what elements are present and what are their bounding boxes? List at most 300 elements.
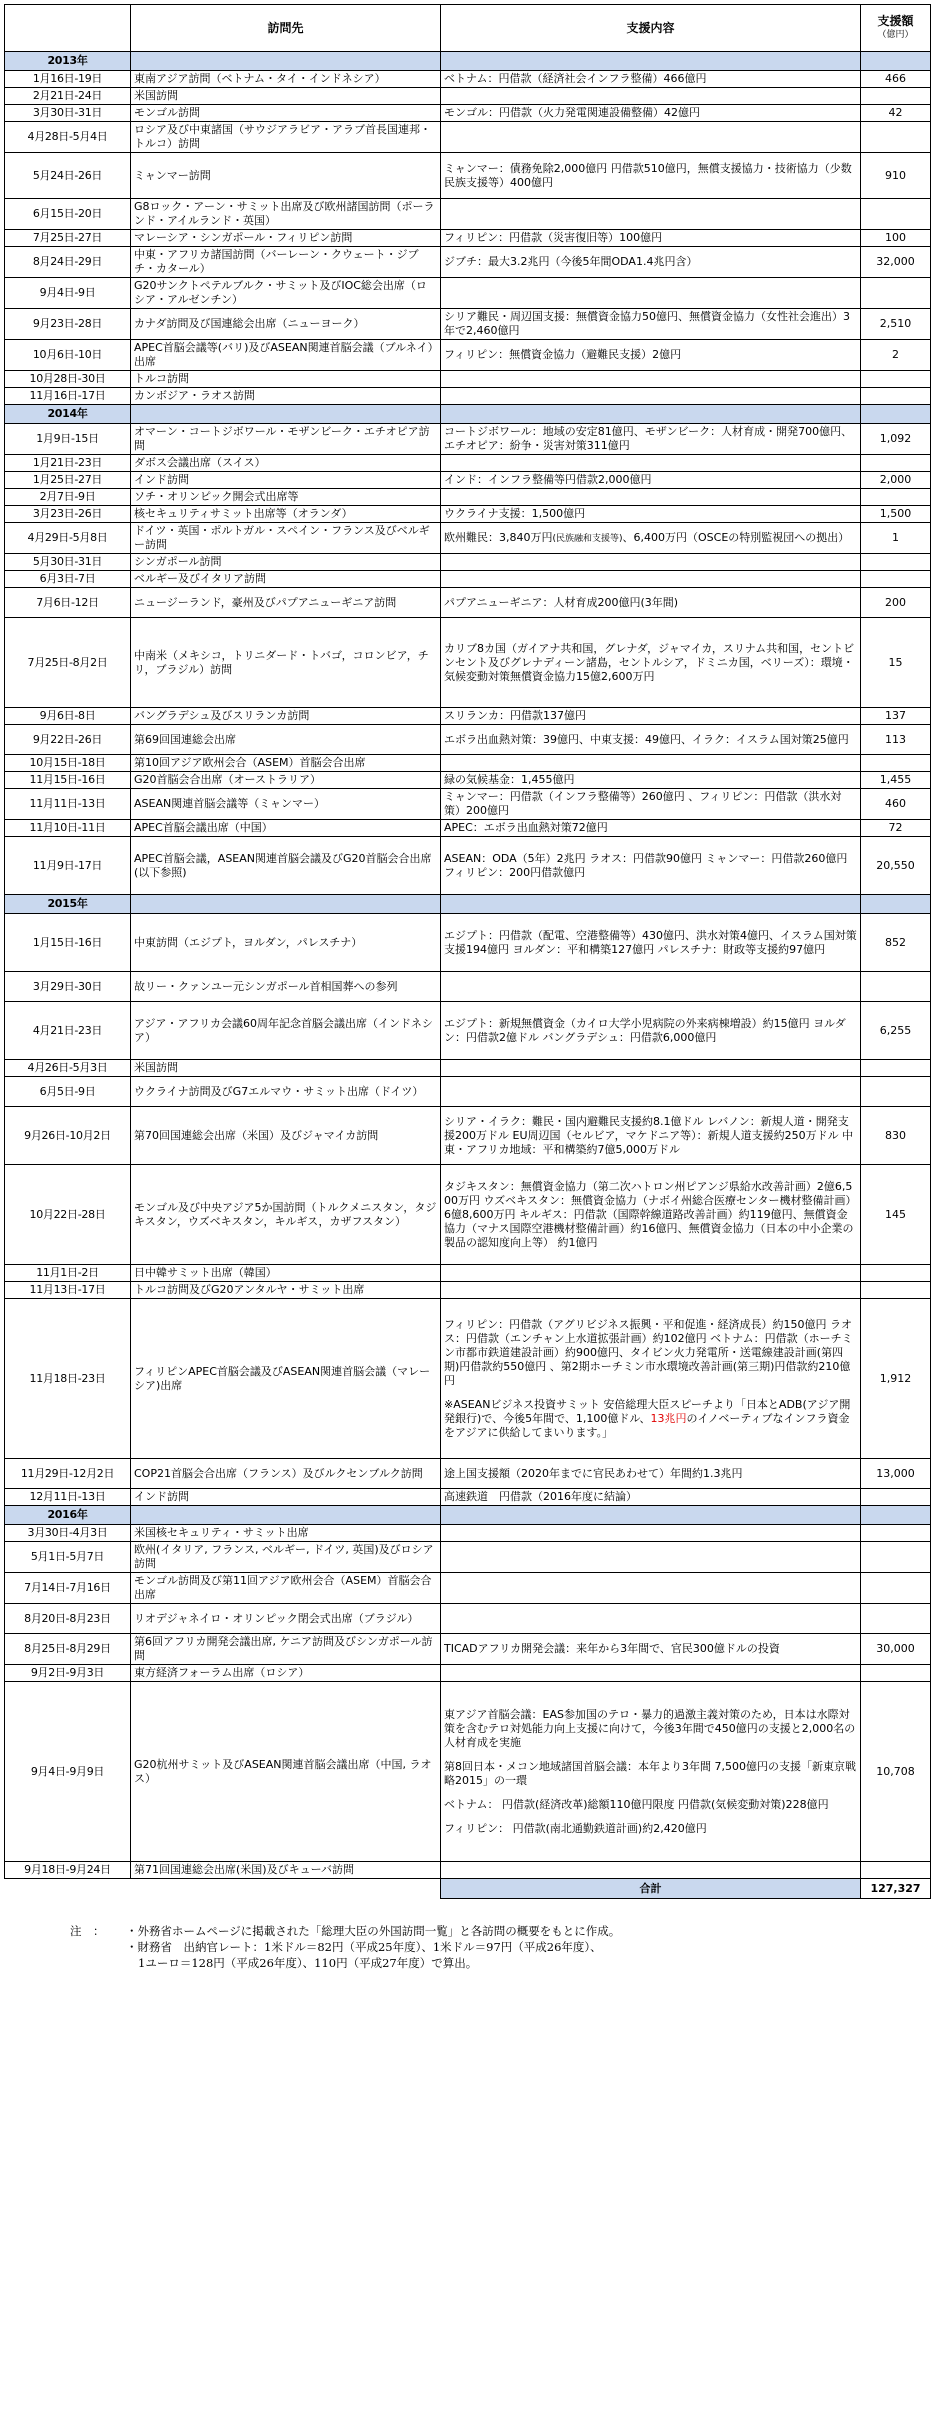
visit-date: 10月6日-10日 <box>5 340 131 371</box>
support-paragraph: 第8回日本・メコン地域諸国首脳会議：本年より3年間 7,500億円の支援「新東京戦略2015」の一環 <box>444 1759 856 1787</box>
support-content: インド：インフラ整備等円借款2,000億円 <box>441 472 861 489</box>
visit-destination: リオデジャネイロ・オリンピック閉会式出席（ブラジル） <box>131 1604 441 1634</box>
support-text: ※ASEANビジネス投資サミット 安倍総理大臣スピーチより「日本とADB(アジア開発銀行)で、今後5年間で、1,100億ドル、 <box>444 1397 851 1425</box>
support-amount: 100 <box>861 230 931 247</box>
visit-date: 11月10日-11日 <box>5 820 131 837</box>
year-row <box>5 895 931 914</box>
visit-date: 6月15日-20日 <box>5 199 131 230</box>
support-content <box>441 1573 861 1604</box>
support-content <box>441 88 861 105</box>
table-row <box>5 618 931 708</box>
support-content <box>441 388 861 405</box>
visit-date: 8月20日-8月23日 <box>5 1604 131 1634</box>
table-row <box>5 153 931 199</box>
table-row <box>5 755 931 772</box>
support-amount: 15 <box>861 618 931 708</box>
table-row <box>5 247 931 278</box>
support-paragraph: 東アジア首脳会議：EAS参加国のテロ・暴力的過激主義対策のため，日本は水際対策を含むテロ対処能力向上支援に向けて，今後3年間で450億円の支援と2,000名の人材育成を実施 <box>444 1707 856 1749</box>
support-content <box>441 755 861 772</box>
header-amount-unit: （億円） <box>877 30 914 40</box>
support-amount <box>861 972 931 1002</box>
table-row <box>5 1459 931 1489</box>
visit-destination: G20サンクトペテルブルク・サミット及びIOC総会出席（ロシア・アルゼンチン） <box>131 278 441 309</box>
visit-destination: ニュージーランド，豪州及びパプアニューギニア訪問 <box>131 588 441 618</box>
support-content: スリランカ：円借款137億円 <box>441 708 861 725</box>
support-amount: 137 <box>861 708 931 725</box>
support-amount <box>861 489 931 506</box>
visit-date: 1月15日-16日 <box>5 914 131 972</box>
support-amount <box>861 388 931 405</box>
footnote-text-2: ・財務省 出納官レート：1米ドル＝82円（平成25年度）、1米ドル＝97円（平成26年度）、 <box>126 1940 602 1954</box>
support-content: ミャンマー：債務免除2,000億円 円借款510億円，無償支援協力・技術協力（少数民族支援等）400億円 <box>441 153 861 199</box>
total-amount: 127,327 <box>861 1879 931 1899</box>
support-amount <box>861 1573 931 1604</box>
visit-destination: 第69回国連総会出席 <box>131 725 441 755</box>
support-highlight-red: 13兆円 <box>650 1411 687 1425</box>
footnote-text-1: ・外務省ホームページに掲載された「総理大臣の外国訪問一覧」と各訪問の概要をもとに作成。 <box>126 1924 621 1938</box>
visit-date: 1月21日-23日 <box>5 455 131 472</box>
visit-destination: APEC首脳会議等(バリ)及びASEAN関連首脳会議（ブルネイ）出席 <box>131 340 441 371</box>
support-amount <box>861 278 931 309</box>
support-small-text: (民族融和支援等) <box>552 533 623 544</box>
support-text: のイノベーティブなインフラ資金をアジアに供給してまいります。」 <box>444 1411 850 1439</box>
footnote-line-1 <box>70 1923 935 1939</box>
visit-destination: 米国訪問 <box>131 88 441 105</box>
support-content: APEC：エボラ出血熱対策72億円 <box>441 820 861 837</box>
year-label: 2015年 <box>5 895 131 914</box>
visit-destination: シンガポール訪問 <box>131 554 441 571</box>
visit-date: 7月25日-8月2日 <box>5 618 131 708</box>
total-row <box>5 1879 931 1899</box>
support-content: フィリピン：無償資金協力（避難民支援）2億円 <box>441 340 861 371</box>
support-amount <box>861 1282 931 1299</box>
visit-support-table <box>4 4 931 1899</box>
table-row <box>5 523 931 554</box>
year-row-fill <box>441 405 861 424</box>
support-content: タジキスタン：無償資金協力（第二次ハトロン州ピアンジ県給水改善計画）2億6,500万円 ウズベキスタン：無償資金協力（ナボイ州総合医療センター機材整備計画）6億8,600万円 キルギス：円借款（国際幹線道路改善計画）約119億円、無償資金協力（マナス国際空港機材整備計画）約16億円、無償資金協力（日本の中小企業の製品の認知度向上等） 約1億円 <box>441 1165 861 1265</box>
support-content: コートジボワール：地域の安定81億円、モザンビーク：人材育成・開発700億円、エチオピア：紛争・災害対策311億円 <box>441 424 861 455</box>
visit-date: 11月18日-23日 <box>5 1299 131 1459</box>
support-amount <box>861 371 931 388</box>
visit-destination: アジア・アフリカ会議60周年記念首脳会議出席（インドネシア） <box>131 1002 441 1060</box>
support-content <box>441 1604 861 1634</box>
support-amount: 32,000 <box>861 247 931 278</box>
table-row <box>5 424 931 455</box>
visit-destination: ダボス会議出席（スイス） <box>131 455 441 472</box>
visit-date: 2月7日-9日 <box>5 489 131 506</box>
table-row <box>5 725 931 755</box>
visit-date: 5月24日-26日 <box>5 153 131 199</box>
support-amount: 42 <box>861 105 931 122</box>
table-row <box>5 122 931 153</box>
visit-destination: トルコ訪問 <box>131 371 441 388</box>
visit-destination: 米国訪問 <box>131 1060 441 1077</box>
support-content: ウクライナ支援：1,500億円 <box>441 506 861 523</box>
support-amount <box>861 1665 931 1682</box>
support-paragraph-quote <box>444 1398 857 1440</box>
support-content: ジブチ：最大3.2兆円（今後5年間ODA1.4兆円含） <box>441 247 861 278</box>
table-row <box>5 789 931 820</box>
visit-date: 4月26日-5月3日 <box>5 1060 131 1077</box>
table-row <box>5 1282 931 1299</box>
table-row <box>5 588 931 618</box>
header-row <box>5 5 931 52</box>
visit-destination: インド訪問 <box>131 1489 441 1506</box>
visit-destination: 米国核セキュリティ・サミット出席 <box>131 1525 441 1542</box>
table-row <box>5 1573 931 1604</box>
table-row <box>5 309 931 340</box>
table-row <box>5 278 931 309</box>
support-content <box>441 1525 861 1542</box>
table-row <box>5 1299 931 1459</box>
visit-date: 4月21日-23日 <box>5 1002 131 1060</box>
support-content <box>441 1265 861 1282</box>
visit-date: 5月30日-31日 <box>5 554 131 571</box>
support-amount: 10,708 <box>861 1682 931 1862</box>
visit-date: 11月11日-13日 <box>5 789 131 820</box>
support-amount <box>861 122 931 153</box>
support-content: エジプト：円借款（配電、空港整備等）430億円、洪水対策4億円、イスラム国対策支援194億円 ヨルダン：平和構築127億円 パレスチナ：財政等支援約97億円 <box>441 914 861 972</box>
total-label: 合計 <box>441 1879 861 1899</box>
visit-destination: フィリピンAPEC首脳会議及びASEAN関連首脳会議（マレーシア)出席 <box>131 1299 441 1459</box>
support-content <box>441 554 861 571</box>
footnote-text-3: 1ユーロ＝128円（平成26年度）、110円（平成27年度）で算出。 <box>138 1956 478 1970</box>
support-amount <box>861 1862 931 1879</box>
visit-date: 7月6日-12日 <box>5 588 131 618</box>
visit-destination: オマーン・コートジボワール・モザンビーク・エチオピア訪問 <box>131 424 441 455</box>
visit-destination: ソチ・オリンピック開会式出席等 <box>131 489 441 506</box>
support-amount <box>861 199 931 230</box>
visit-date: 9月23日-28日 <box>5 309 131 340</box>
table-row <box>5 708 931 725</box>
support-amount: 2 <box>861 340 931 371</box>
table-row <box>5 105 931 122</box>
support-content: 緑の気候基金：1,455億円 <box>441 772 861 789</box>
support-content <box>441 1299 861 1459</box>
visit-date: 10月22日-28日 <box>5 1165 131 1265</box>
support-content: エボラ出血熱対策：39億円、中東支援：49億円、イラク：イスラム国対策25億円 <box>441 725 861 755</box>
visit-destination: ロシア及び中東諸国（サウジアラビア・アラブ首長国連邦・トルコ）訪問 <box>131 122 441 153</box>
visit-destination: 中東・アフリカ諸国訪問（バーレーン・クウェート・ジブチ・カタール） <box>131 247 441 278</box>
visit-date: 3月30日-4月3日 <box>5 1525 131 1542</box>
support-content <box>441 455 861 472</box>
visit-destination: 第71回国連総会出席(米国)及びキューバ訪問 <box>131 1862 441 1879</box>
support-content <box>441 278 861 309</box>
support-content <box>441 523 861 554</box>
table-row <box>5 1682 931 1862</box>
header-amount <box>861 5 931 52</box>
visit-date: 10月15日-18日 <box>5 755 131 772</box>
support-amount: 1,912 <box>861 1299 931 1459</box>
visit-destination: インド訪問 <box>131 472 441 489</box>
table-row <box>5 88 931 105</box>
table-row <box>5 1489 931 1506</box>
header-amount-label: 支援額 <box>877 14 914 28</box>
support-amount: 13,000 <box>861 1459 931 1489</box>
footnotes <box>70 1923 935 1971</box>
visit-destination: 第10回アジア欧州会合（ASEM）首脳会合出席 <box>131 755 441 772</box>
support-content: TICADアフリカ開発会議：来年から3年間で、官民300億ドルの投資 <box>441 1634 861 1665</box>
support-content <box>441 1060 861 1077</box>
year-row-fill <box>861 405 931 424</box>
table-row <box>5 1634 931 1665</box>
support-content <box>441 1665 861 1682</box>
visit-date: 11月16日-17日 <box>5 388 131 405</box>
support-paragraph: ベトナム： 円借款(経済改革)総額110億円限度 円借款(気候変動対策)228億円 <box>444 1797 829 1811</box>
table-row <box>5 455 931 472</box>
year-row-fill <box>441 895 861 914</box>
year-row-fill <box>861 895 931 914</box>
table-row <box>5 230 931 247</box>
support-content: ASEAN：ODA（5年）2兆円 ラオス：円借款90億円 ミャンマー：円借款260億円 フィリピン：200円借款億円 <box>441 837 861 895</box>
visit-destination: ベルギー及びイタリア訪問 <box>131 571 441 588</box>
year-row-fill <box>441 52 861 71</box>
visit-date: 4月28日-5月4日 <box>5 122 131 153</box>
total-spacer <box>5 1879 131 1899</box>
support-content: カリブ8カ国（ガイアナ共和国，グレナダ，ジャマイカ，スリナム共和国，セントビンセント及びグレナディーン諸島，セントルシア，ドミニカ国，ベリーズ）：環境・気候変動対策無償資金協力15億2,600万円 <box>441 618 861 708</box>
support-content: 高速鉄道 円借款（2016年度に結論） <box>441 1489 861 1506</box>
support-amount <box>861 88 931 105</box>
table-row <box>5 837 931 895</box>
visit-date: 11月1日-2日 <box>5 1265 131 1282</box>
table-row <box>5 1165 931 1265</box>
year-row-fill <box>131 52 441 71</box>
support-amount: 2,000 <box>861 472 931 489</box>
support-text: 欧州難民：3,840万円 <box>444 530 553 544</box>
table-row <box>5 914 931 972</box>
visit-destination: G20杭州サミット及びASEAN関連首脳会議出席（中国, ラオス） <box>131 1682 441 1862</box>
visit-destination: モンゴル訪問及び第11回アジア欧州会合（ASEM）首脳会合出席 <box>131 1573 441 1604</box>
support-amount <box>861 1525 931 1542</box>
year-row <box>5 1506 931 1525</box>
table-row <box>5 489 931 506</box>
support-amount <box>861 1604 931 1634</box>
visit-destination: COP21首脳会合出席（フランス）及びルクセンブルク訪問 <box>131 1459 441 1489</box>
table-row <box>5 1604 931 1634</box>
support-amount: 113 <box>861 725 931 755</box>
table-row <box>5 472 931 489</box>
table-row <box>5 820 931 837</box>
support-content: モンゴル：円借款（火力発電関連設備整備）42億円 <box>441 105 861 122</box>
visit-date: 9月4日-9日 <box>5 278 131 309</box>
support-content <box>441 1862 861 1879</box>
support-amount: 910 <box>861 153 931 199</box>
visit-destination: 東南アジア訪問（ベトナム・タイ・インドネシア） <box>131 71 441 88</box>
visit-date: 10月28日-30日 <box>5 371 131 388</box>
support-amount: 20,550 <box>861 837 931 895</box>
header-destination: 訪問先 <box>131 5 441 52</box>
visit-date: 5月1日-5月7日 <box>5 1542 131 1573</box>
support-amount <box>861 455 931 472</box>
table-row <box>5 1060 931 1077</box>
support-content <box>441 199 861 230</box>
year-row-fill <box>131 895 441 914</box>
visit-date: 1月25日-27日 <box>5 472 131 489</box>
year-row <box>5 405 931 424</box>
table-row <box>5 371 931 388</box>
visit-destination: カンボジア・ラオス訪問 <box>131 388 441 405</box>
support-amount <box>861 1489 931 1506</box>
support-table-sheet <box>0 4 935 1971</box>
support-amount: 1,500 <box>861 506 931 523</box>
table-row <box>5 340 931 371</box>
visit-destination: APEC首脳会議出席（中国） <box>131 820 441 837</box>
footnote-line-3 <box>70 1955 935 1971</box>
visit-destination: 欧州(イタリア, フランス, ベルギー, ドイツ, 英国)及びロシア訪問 <box>131 1542 441 1573</box>
table-row <box>5 71 931 88</box>
support-content <box>441 1077 861 1107</box>
support-content: パプアニューギニア：人材育成200億円(3年間) <box>441 588 861 618</box>
support-amount: 460 <box>861 789 931 820</box>
visit-date: 7月25日-27日 <box>5 230 131 247</box>
table-row <box>5 1265 931 1282</box>
visit-date: 8月25日-8月29日 <box>5 1634 131 1665</box>
visit-destination: 故リー・クァンユー元シンガポール首相国葬への参列 <box>131 972 441 1002</box>
visit-date: 2月21日-24日 <box>5 88 131 105</box>
support-amount <box>861 1542 931 1573</box>
visit-destination: 日中韓サミット出席（韓国） <box>131 1265 441 1282</box>
support-paragraph: フィリピン：円借款（アグリビジネス振興・平和促進・経済成長）約150億円 ラオス：円借款（エンチャン上水道拡張計画）約102億円 ベトナム：円借款（ホーチミン市都市鉄道建設計画）約900億円、タイビン火力発電所・送電線建設計画(第四期)円借款約550億円 、第2期ホーチミン市水環境改善計画(第三期)円借款約210億円 <box>444 1317 853 1387</box>
support-content <box>441 1682 861 1862</box>
year-label: 2016年 <box>5 1506 131 1525</box>
support-paragraph: フィリピン： 円借款(南北通勤鉄道計画)約2,420億円 <box>444 1821 707 1835</box>
support-amount <box>861 1060 931 1077</box>
header-date <box>5 5 131 52</box>
footnote-label: 注 ： <box>70 1924 105 1938</box>
support-amount: 1 <box>861 523 931 554</box>
support-amount: 200 <box>861 588 931 618</box>
year-row-fill <box>131 405 441 424</box>
visit-destination: ASEAN関連首脳会議等（ミャンマー） <box>131 789 441 820</box>
support-text: 、6,400万円（OSCEの特別監視団への拠出） <box>622 530 850 544</box>
year-row-fill <box>861 1506 931 1525</box>
support-amount: 1,455 <box>861 772 931 789</box>
visit-date: 6月5日-9日 <box>5 1077 131 1107</box>
visit-date: 9月6日-8日 <box>5 708 131 725</box>
support-content: フィリピン：円借款（災害復旧等）100億円 <box>441 230 861 247</box>
visit-destination: 東方経済フォーラム出席（ロシア） <box>131 1665 441 1682</box>
support-amount: 72 <box>861 820 931 837</box>
support-amount: 30,000 <box>861 1634 931 1665</box>
visit-destination: トルコ訪問及びG20アンタルヤ・サミット出席 <box>131 1282 441 1299</box>
visit-destination: ウクライナ訪問及びG7エルマウ・サミット出席（ドイツ） <box>131 1077 441 1107</box>
visit-date: 9月4日-9月9日 <box>5 1682 131 1862</box>
table-row <box>5 1002 931 1060</box>
visit-destination: 第70回国連総会出席（米国）及びジャマイカ訪問 <box>131 1107 441 1165</box>
table-row <box>5 388 931 405</box>
visit-destination: 第6回アフリカ開発会議出席, ケニア訪問及びシンガポール訪問 <box>131 1634 441 1665</box>
visit-destination: モンゴル訪問 <box>131 105 441 122</box>
visit-destination: APEC首脳会議，ASEAN関連首脳会議及びG20首脳会合出席(以下参照) <box>131 837 441 895</box>
support-content: ベトナム：円借款（経済社会インフラ整備）466億円 <box>441 71 861 88</box>
visit-date: 1月9日-15日 <box>5 424 131 455</box>
support-amount: 830 <box>861 1107 931 1165</box>
table-row <box>5 506 931 523</box>
visit-destination: ドイツ・英国・ポルトガル・スペイン・フランス及びベルギー訪問 <box>131 523 441 554</box>
visit-date: 1月16日-19日 <box>5 71 131 88</box>
visit-date: 11月13日-17日 <box>5 1282 131 1299</box>
support-content <box>441 1282 861 1299</box>
visit-destination: ミャンマー訪問 <box>131 153 441 199</box>
total-spacer <box>131 1879 441 1899</box>
visit-date: 9月26日-10月2日 <box>5 1107 131 1165</box>
support-content: シリア難民・周辺国支援：無償資金協力50億円、無償資金協力（女性社会進出）3年で2,460億円 <box>441 309 861 340</box>
visit-destination: 核セキュリティサミット出席等（オランダ） <box>131 506 441 523</box>
table-row <box>5 1525 931 1542</box>
visit-date: 9月22日-26日 <box>5 725 131 755</box>
visit-date: 11月29日-12月2日 <box>5 1459 131 1489</box>
header-support: 支援内容 <box>441 5 861 52</box>
table-row <box>5 554 931 571</box>
visit-destination: G20首脳会合出席（オーストラリア） <box>131 772 441 789</box>
visit-destination: G8ロック・アーン・サミット出席及び欧州諸国訪問（ポーランド・アイルランド・英国） <box>131 199 441 230</box>
visit-date: 6月3日-7日 <box>5 571 131 588</box>
visit-date: 9月2日-9月3日 <box>5 1665 131 1682</box>
table-row <box>5 972 931 1002</box>
footnote-line-2 <box>70 1939 935 1955</box>
visit-date: 8月24日-29日 <box>5 247 131 278</box>
table-row <box>5 1077 931 1107</box>
visit-date: 3月23日-26日 <box>5 506 131 523</box>
support-content: シリア・イラク：難民・国内避難民支援約8.1億ドル レバノン：新規人道・開発支援200万ドル EU周辺国（セルビア，マケドニア等）：新規人道支援約250万ドル 中東・アフリカ地域：平和構築約7億5,000万ドル <box>441 1107 861 1165</box>
year-row-fill <box>131 1506 441 1525</box>
table-row <box>5 1665 931 1682</box>
table-row <box>5 772 931 789</box>
table-row <box>5 571 931 588</box>
support-content: エジプト：新規無償資金（カイロ大学小児病院の外来病棟増設）約15億円 ヨルダン：円借款2億ドル バングラデシュ：円借款6,000億円 <box>441 1002 861 1060</box>
year-row-fill <box>441 1506 861 1525</box>
table-row <box>5 1542 931 1573</box>
year-label: 2014年 <box>5 405 131 424</box>
visit-destination: 中東訪問（エジプト，ヨルダン，パレスチナ） <box>131 914 441 972</box>
visit-date: 9月18日-9月24日 <box>5 1862 131 1879</box>
visit-date: 11月15日-16日 <box>5 772 131 789</box>
support-content: ミャンマー：円借款（インフラ整備等）260億円 、フィリピン：円借款（洪水対策）200億円 <box>441 789 861 820</box>
support-amount: 1,092 <box>861 424 931 455</box>
support-amount <box>861 554 931 571</box>
visit-date: 4月29日-5月8日 <box>5 523 131 554</box>
year-row-fill <box>861 52 931 71</box>
year-row <box>5 52 931 71</box>
support-content <box>441 489 861 506</box>
visit-date: 11月9日-17日 <box>5 837 131 895</box>
visit-destination: 中南米（メキシコ，トリニダード・トバゴ，コロンビア，チリ，ブラジル）訪問 <box>131 618 441 708</box>
support-content <box>441 371 861 388</box>
support-content <box>441 122 861 153</box>
support-content <box>441 1542 861 1573</box>
table-row <box>5 199 931 230</box>
support-amount <box>861 755 931 772</box>
visit-destination: バングラデシュ及びスリランカ訪問 <box>131 708 441 725</box>
visit-destination: カナダ訪問及び国連総会出席（ニューヨーク） <box>131 309 441 340</box>
support-amount: 852 <box>861 914 931 972</box>
support-amount <box>861 1265 931 1282</box>
support-amount: 145 <box>861 1165 931 1265</box>
year-label: 2013年 <box>5 52 131 71</box>
visit-date: 12月11日-13日 <box>5 1489 131 1506</box>
support-amount: 6,255 <box>861 1002 931 1060</box>
table-row <box>5 1107 931 1165</box>
visit-date: 3月29日-30日 <box>5 972 131 1002</box>
visit-date: 3月30日-31日 <box>5 105 131 122</box>
visit-destination: マレーシア・シンガポール・フィリピン訪問 <box>131 230 441 247</box>
visit-destination: モンゴル及び中央アジア5か国訪問（トルクメニスタン，タジキスタン，ウズベキスタン，キルギス，カザフスタン） <box>131 1165 441 1265</box>
table-row <box>5 1862 931 1879</box>
support-amount: 2,510 <box>861 309 931 340</box>
visit-date: 7月14日-7月16日 <box>5 1573 131 1604</box>
support-content: 途上国支援額（2020年までに官民あわせて）年間約1.3兆円 <box>441 1459 861 1489</box>
support-amount: 466 <box>861 71 931 88</box>
